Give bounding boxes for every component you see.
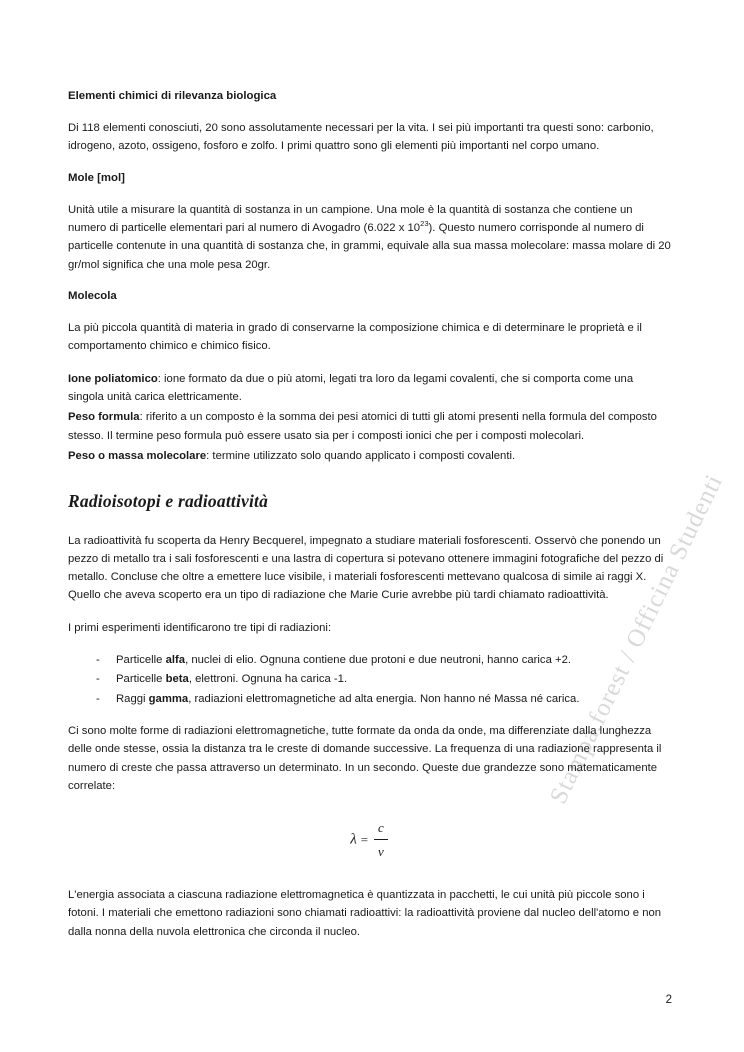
- list-dash-marker: -: [96, 692, 100, 705]
- definition-text-peso-molecolare: : termine utilizzato solo quando applicato i composti covalenti.: [206, 449, 516, 462]
- list-item: [68, 651, 672, 669]
- section-heading-elementi: Elementi chimici di rilevanza biologica: [68, 90, 277, 102]
- definition-term-peso-molecolare: Peso o massa molecolare: [68, 449, 207, 462]
- definition-ione-poliatomico: [68, 370, 672, 407]
- formula-lambda: λ: [350, 831, 357, 848]
- radio-final-paragraph: L'energia associata a ciascuna radiazione elettromagnetica è quantizzata in pacchetti, le cui unità più piccole sono i fotoni. I materiali che emettono radiazioni sono chiamati radioattivi: la radioattività proviene dal nucleo dell'atomo e non dalla nonna della nuvola elettronica che circonda il nucleo.: [68, 889, 662, 938]
- section-heading-mole: Mole [mol]: [68, 171, 125, 184]
- list-item: [68, 670, 672, 688]
- section-paragraph-elementi: Di 118 elementi conosciuti, 20 sono assolutamente necessari per la vita. I sei più importanti tra questi sono: carbonio, idrogeno, azoto, ossigeno, fosforo e zolfo. I primi quattro sono gli elementi più importanti nel corpo umano.: [68, 122, 654, 153]
- radio-list-intro: I primi esperimenti identificarono tre tipi di radiazioni:: [68, 621, 332, 634]
- avogadro-exponent: 23: [420, 219, 429, 229]
- page-number: 2: [665, 994, 672, 1006]
- definition-peso-molecolare: [68, 447, 672, 465]
- definition-text-ione: : ione formato da due o più atomi, legati tra loro da legami covalenti, che si comporta come una singola unità carica elettricamente.: [68, 372, 634, 403]
- definition-text-peso-formula: : riferito a un composto è la somma dei pesi atomici di tutti gli atomi presenti nella formula del composto stesso. Il termine peso formula può essere usato sia per i composti ionici che per i composti molecolari.: [68, 411, 657, 442]
- document-content: [68, 88, 672, 941]
- section-paragraph-molecola: La più piccola quantità di materia in grado di conservarne la composizione chimica e di determinare le proprietà e il comportamento chimico e chimico fisico.: [68, 322, 642, 353]
- list-item-prefix: Particelle: [116, 654, 166, 667]
- list-item-bold: alfa: [165, 654, 186, 667]
- list-item-suffix: , radiazioni elettromagnetiche ad alta energia. Non hanno né Massa né carica.: [188, 692, 580, 705]
- list-dash-marker: -: [96, 673, 100, 686]
- section-paragraph-mole: [68, 201, 672, 274]
- definition-term-peso-formula: Peso formula: [68, 411, 140, 424]
- mole-text-part1: Unità utile a misurare la quantità di sostanza in un campione. Una mole è la quantità di sostanza che contiene un numero di particelle elementari pari al numero di Avogadro (6.022 x 10: [68, 203, 633, 235]
- list-item-suffix: , nuclei di elio. Ognuna contiene due protoni e due neutroni, hanno carica +2.: [185, 654, 572, 667]
- wavelength-formula: [68, 817, 672, 862]
- list-item: [68, 690, 672, 708]
- formula-fraction: [374, 817, 388, 862]
- list-item-prefix: Raggi: [116, 692, 149, 705]
- radio-paragraph-after-list: Ci sono molte forme di radiazioni elettromagnetiche, tutte formate da onda da onde, ma differenziate dalla lunghezza delle onde stesse, ossia la distanza tra le creste di domande successive. La frequenza di una radiazione rappresenta il numero di creste che passa attraverso un determinato. In un secondo. Queste due grandezze sono matematicamente correlate:: [68, 724, 662, 792]
- section-title-radioisotopi: Radioisotopi e radioattività: [68, 491, 269, 512]
- list-item-bold: gamma: [148, 692, 189, 705]
- formula-equals: =: [360, 832, 369, 848]
- watermark-text: Stampa.forest / Officina Studenti: [544, 470, 729, 809]
- formula-numerator: c: [374, 817, 388, 840]
- radiation-types-list: [68, 651, 672, 708]
- list-item-prefix: Particelle: [116, 673, 166, 686]
- radio-intro-paragraph: La radioattività fu scoperta da Henry Becquerel, impegnato a studiare materiali fosforescenti. Osservò che ponendo un pezzo di metallo tra i sali fosforescenti e una lastra di copertura si potevano ottenere immagini fotografiche del pezzo di metallo. Concluse che oltre a emettere luce visibile, i materiali fosforescenti mettevano qualcosa di simile ai raggi X. Quello che aveva scoperto era un tipo di radiazione che Marie Curie avrebbe più tardi chiamato radioattività.: [68, 534, 664, 602]
- definition-term-ione: Ione poliatomico: [68, 372, 158, 385]
- section-heading-molecola: Molecola: [68, 290, 117, 302]
- definition-peso-formula: [68, 408, 672, 445]
- list-item-suffix: , elettroni. Ognuna ha carica -1.: [188, 673, 348, 686]
- mole-text-part2: ). Questo numero corrisponde al numero di particelle contenute in una quantità di sostanza che, in grammi, equivale alla sua massa molecolare: massa molare di 20 gr/mol significa che una mole pesa 20gr.: [68, 222, 671, 271]
- formula-denominator: ν: [378, 844, 384, 860]
- list-item-bold: beta: [165, 673, 189, 686]
- list-dash-marker: -: [96, 654, 100, 667]
